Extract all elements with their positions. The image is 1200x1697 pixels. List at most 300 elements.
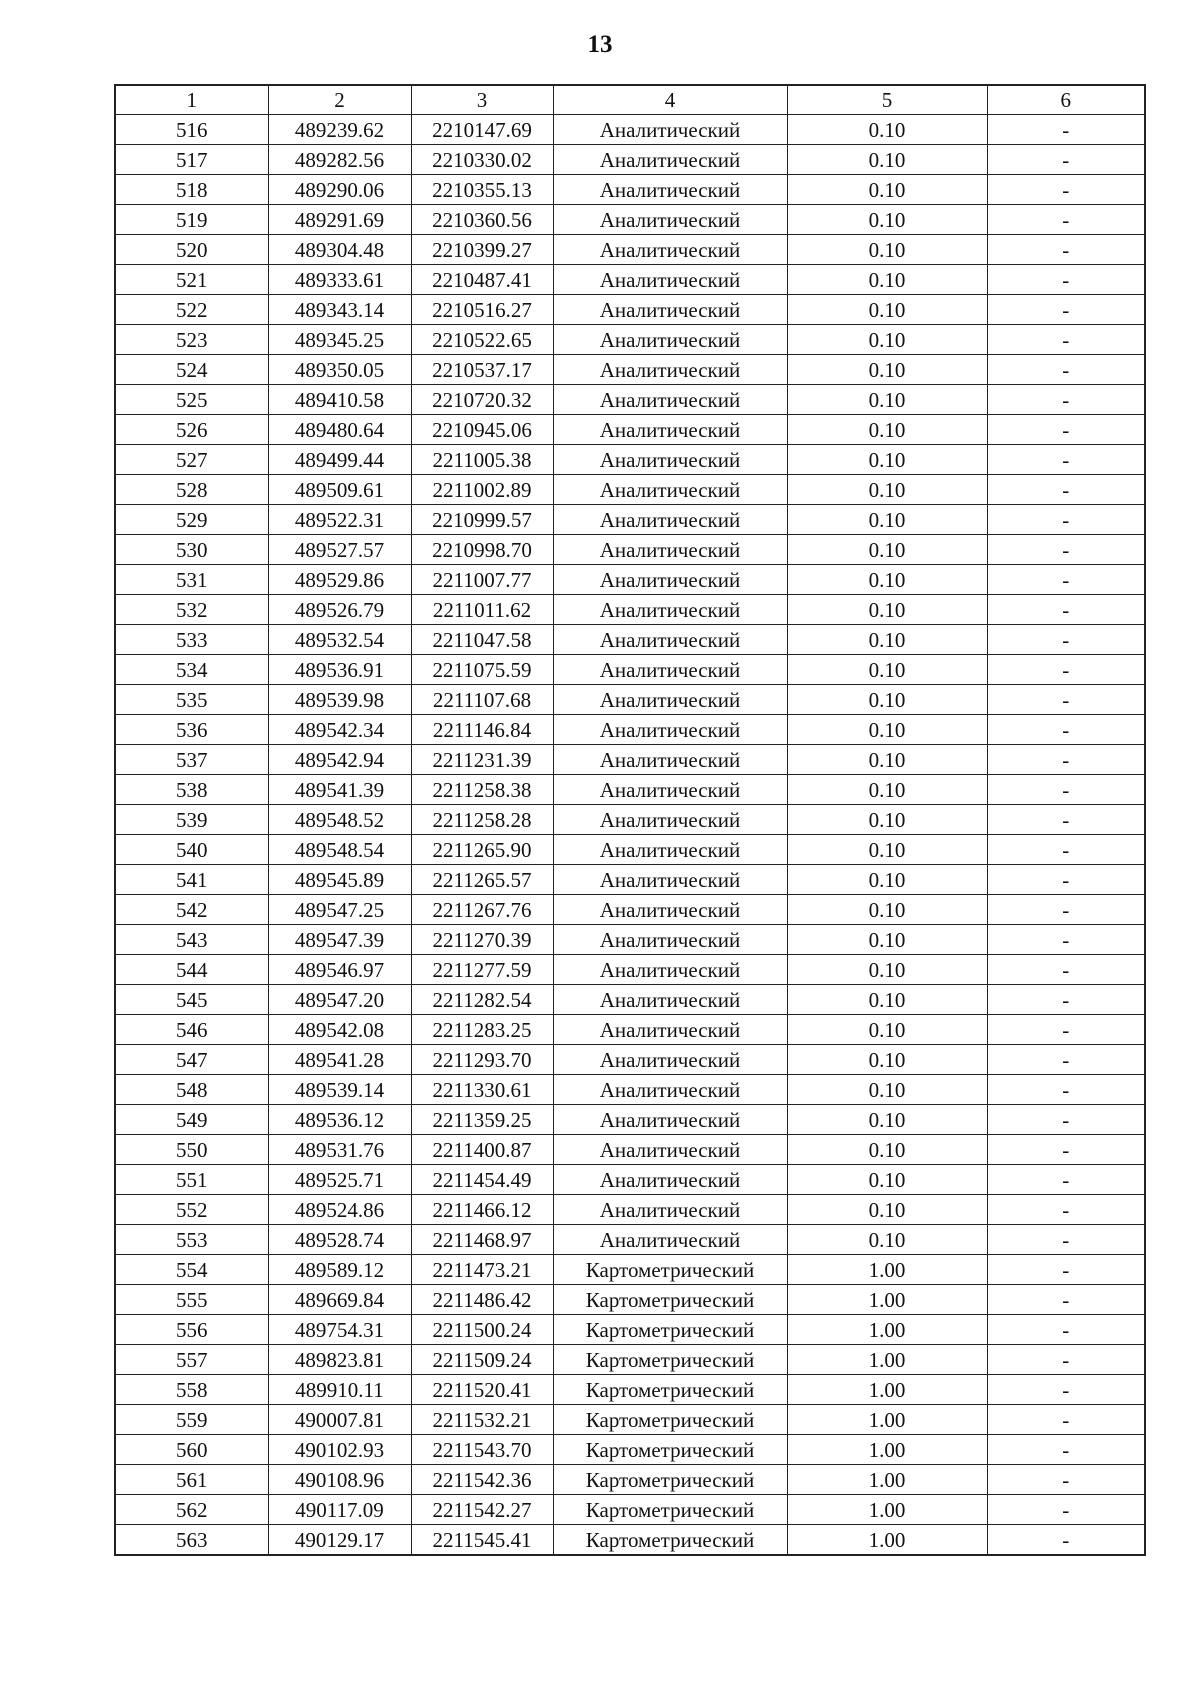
y-coordinate-cell: 2211545.41 xyxy=(411,1525,553,1556)
table-row xyxy=(115,1345,1145,1375)
y-coordinate-cell: 2210999.57 xyxy=(411,505,553,535)
y-coordinate-cell: 2211258.28 xyxy=(411,805,553,835)
method-cell: Аналитический xyxy=(553,565,787,595)
method-cell: Картометрический xyxy=(553,1465,787,1495)
note-cell: - xyxy=(987,955,1145,985)
note-cell: - xyxy=(987,325,1145,355)
note-cell: - xyxy=(987,295,1145,325)
y-coordinate-cell: 2211107.68 xyxy=(411,685,553,715)
table-row xyxy=(115,1045,1145,1075)
table-row xyxy=(115,1075,1145,1105)
accuracy-cell: 0.10 xyxy=(787,175,987,205)
y-coordinate-cell: 2210522.65 xyxy=(411,325,553,355)
method-cell: Картометрический xyxy=(553,1375,787,1405)
table-row xyxy=(115,595,1145,625)
coordinates-table xyxy=(114,84,1146,1556)
note-cell: - xyxy=(987,1405,1145,1435)
column-header: 3 xyxy=(411,85,553,115)
x-coordinate-cell: 490007.81 xyxy=(268,1405,411,1435)
table-row xyxy=(115,925,1145,955)
x-coordinate-cell: 489410.58 xyxy=(268,385,411,415)
x-coordinate-cell: 489548.52 xyxy=(268,805,411,835)
table-row xyxy=(115,1135,1145,1165)
y-coordinate-cell: 2211277.59 xyxy=(411,955,553,985)
x-coordinate-cell: 489345.25 xyxy=(268,325,411,355)
note-cell: - xyxy=(987,1525,1145,1556)
point-number-cell: 528 xyxy=(115,475,268,505)
table-row xyxy=(115,295,1145,325)
table-row xyxy=(115,1525,1145,1556)
accuracy-cell: 0.10 xyxy=(787,865,987,895)
y-coordinate-cell: 2211400.87 xyxy=(411,1135,553,1165)
note-cell: - xyxy=(987,1495,1145,1525)
y-coordinate-cell: 2211007.77 xyxy=(411,565,553,595)
accuracy-cell: 0.10 xyxy=(787,505,987,535)
table-row xyxy=(115,805,1145,835)
accuracy-cell: 0.10 xyxy=(787,835,987,865)
note-cell: - xyxy=(987,835,1145,865)
method-cell: Аналитический xyxy=(553,655,787,685)
table-row xyxy=(115,1405,1145,1435)
point-number-cell: 563 xyxy=(115,1525,268,1556)
table-row xyxy=(115,235,1145,265)
x-coordinate-cell: 489823.81 xyxy=(268,1345,411,1375)
accuracy-cell: 0.10 xyxy=(787,475,987,505)
y-coordinate-cell: 2211265.90 xyxy=(411,835,553,865)
accuracy-cell: 0.10 xyxy=(787,1225,987,1255)
table-row xyxy=(115,475,1145,505)
point-number-cell: 548 xyxy=(115,1075,268,1105)
table-row xyxy=(115,535,1145,565)
column-header: 6 xyxy=(987,85,1145,115)
point-number-cell: 521 xyxy=(115,265,268,295)
y-coordinate-cell: 2211146.84 xyxy=(411,715,553,745)
x-coordinate-cell: 489509.61 xyxy=(268,475,411,505)
note-cell: - xyxy=(987,745,1145,775)
table-row xyxy=(115,835,1145,865)
y-coordinate-cell: 2211359.25 xyxy=(411,1105,553,1135)
method-cell: Аналитический xyxy=(553,415,787,445)
y-coordinate-cell: 2211500.24 xyxy=(411,1315,553,1345)
accuracy-cell: 1.00 xyxy=(787,1525,987,1556)
x-coordinate-cell: 489282.56 xyxy=(268,145,411,175)
table-row xyxy=(115,175,1145,205)
accuracy-cell: 1.00 xyxy=(787,1375,987,1405)
point-number-cell: 553 xyxy=(115,1225,268,1255)
point-number-cell: 523 xyxy=(115,325,268,355)
table-row xyxy=(115,115,1145,145)
y-coordinate-cell: 2210487.41 xyxy=(411,265,553,295)
table-row xyxy=(115,745,1145,775)
accuracy-cell: 0.10 xyxy=(787,385,987,415)
point-number-cell: 550 xyxy=(115,1135,268,1165)
table-row xyxy=(115,325,1145,355)
note-cell: - xyxy=(987,865,1145,895)
table-row xyxy=(115,895,1145,925)
y-coordinate-cell: 2210355.13 xyxy=(411,175,553,205)
method-cell: Аналитический xyxy=(553,985,787,1015)
method-cell: Аналитический xyxy=(553,925,787,955)
method-cell: Аналитический xyxy=(553,1195,787,1225)
table-row xyxy=(115,445,1145,475)
note-cell: - xyxy=(987,385,1145,415)
y-coordinate-cell: 2211231.39 xyxy=(411,745,553,775)
x-coordinate-cell: 489541.28 xyxy=(268,1045,411,1075)
column-header: 1 xyxy=(115,85,268,115)
accuracy-cell: 0.10 xyxy=(787,1165,987,1195)
table-row xyxy=(115,565,1145,595)
y-coordinate-cell: 2211330.61 xyxy=(411,1075,553,1105)
accuracy-cell: 1.00 xyxy=(787,1405,987,1435)
accuracy-cell: 0.10 xyxy=(787,145,987,175)
y-coordinate-cell: 2211283.25 xyxy=(411,1015,553,1045)
accuracy-cell: 0.10 xyxy=(787,355,987,385)
table-row xyxy=(115,505,1145,535)
note-cell: - xyxy=(987,1375,1145,1405)
point-number-cell: 561 xyxy=(115,1465,268,1495)
note-cell: - xyxy=(987,1105,1145,1135)
method-cell: Аналитический xyxy=(553,475,787,505)
x-coordinate-cell: 489239.62 xyxy=(268,115,411,145)
method-cell: Аналитический xyxy=(553,355,787,385)
accuracy-cell: 1.00 xyxy=(787,1255,987,1285)
accuracy-cell: 1.00 xyxy=(787,1495,987,1525)
point-number-cell: 519 xyxy=(115,205,268,235)
note-cell: - xyxy=(987,415,1145,445)
point-number-cell: 524 xyxy=(115,355,268,385)
table-row xyxy=(115,415,1145,445)
accuracy-cell: 0.10 xyxy=(787,235,987,265)
point-number-cell: 537 xyxy=(115,745,268,775)
accuracy-cell: 0.10 xyxy=(787,1045,987,1075)
method-cell: Аналитический xyxy=(553,385,787,415)
method-cell: Аналитический xyxy=(553,835,787,865)
point-number-cell: 516 xyxy=(115,115,268,145)
y-coordinate-cell: 2210147.69 xyxy=(411,115,553,145)
x-coordinate-cell: 489542.08 xyxy=(268,1015,411,1045)
accuracy-cell: 0.10 xyxy=(787,1195,987,1225)
x-coordinate-cell: 489539.98 xyxy=(268,685,411,715)
y-coordinate-cell: 2210516.27 xyxy=(411,295,553,325)
column-header: 4 xyxy=(553,85,787,115)
point-number-cell: 520 xyxy=(115,235,268,265)
accuracy-cell: 0.10 xyxy=(787,685,987,715)
method-cell: Аналитический xyxy=(553,145,787,175)
method-cell: Аналитический xyxy=(553,865,787,895)
y-coordinate-cell: 2211532.21 xyxy=(411,1405,553,1435)
point-number-cell: 532 xyxy=(115,595,268,625)
point-number-cell: 534 xyxy=(115,655,268,685)
note-cell: - xyxy=(987,925,1145,955)
point-number-cell: 549 xyxy=(115,1105,268,1135)
table-row xyxy=(115,715,1145,745)
x-coordinate-cell: 489536.91 xyxy=(268,655,411,685)
note-cell: - xyxy=(987,895,1145,925)
y-coordinate-cell: 2211486.42 xyxy=(411,1285,553,1315)
method-cell: Аналитический xyxy=(553,265,787,295)
x-coordinate-cell: 489343.14 xyxy=(268,295,411,325)
column-header: 5 xyxy=(787,85,987,115)
x-coordinate-cell: 489526.79 xyxy=(268,595,411,625)
method-cell: Аналитический xyxy=(553,445,787,475)
note-cell: - xyxy=(987,1015,1145,1045)
x-coordinate-cell: 489350.05 xyxy=(268,355,411,385)
y-coordinate-cell: 2210998.70 xyxy=(411,535,553,565)
point-number-cell: 517 xyxy=(115,145,268,175)
note-cell: - xyxy=(987,1165,1145,1195)
accuracy-cell: 0.10 xyxy=(787,595,987,625)
x-coordinate-cell: 489547.25 xyxy=(268,895,411,925)
note-cell: - xyxy=(987,715,1145,745)
table-row xyxy=(115,1255,1145,1285)
method-cell: Аналитический xyxy=(553,1105,787,1135)
accuracy-cell: 0.10 xyxy=(787,805,987,835)
accuracy-cell: 0.10 xyxy=(787,1105,987,1135)
method-cell: Аналитический xyxy=(553,115,787,145)
x-coordinate-cell: 489754.31 xyxy=(268,1315,411,1345)
accuracy-cell: 1.00 xyxy=(787,1345,987,1375)
y-coordinate-cell: 2211509.24 xyxy=(411,1345,553,1375)
point-number-cell: 543 xyxy=(115,925,268,955)
table-row xyxy=(115,145,1145,175)
accuracy-cell: 0.10 xyxy=(787,565,987,595)
x-coordinate-cell: 489531.76 xyxy=(268,1135,411,1165)
x-coordinate-cell: 489541.39 xyxy=(268,775,411,805)
method-cell: Аналитический xyxy=(553,535,787,565)
y-coordinate-cell: 2211075.59 xyxy=(411,655,553,685)
note-cell: - xyxy=(987,355,1145,385)
point-number-cell: 536 xyxy=(115,715,268,745)
y-coordinate-cell: 2211542.27 xyxy=(411,1495,553,1525)
y-coordinate-cell: 2211258.38 xyxy=(411,775,553,805)
point-number-cell: 552 xyxy=(115,1195,268,1225)
note-cell: - xyxy=(987,265,1145,295)
table-row xyxy=(115,985,1145,1015)
table-row xyxy=(115,1195,1145,1225)
accuracy-cell: 0.10 xyxy=(787,1075,987,1105)
accuracy-cell: 0.10 xyxy=(787,325,987,355)
point-number-cell: 527 xyxy=(115,445,268,475)
note-cell: - xyxy=(987,445,1145,475)
accuracy-cell: 0.10 xyxy=(787,985,987,1015)
accuracy-cell: 0.10 xyxy=(787,655,987,685)
accuracy-cell: 0.10 xyxy=(787,115,987,145)
x-coordinate-cell: 489545.89 xyxy=(268,865,411,895)
method-cell: Картометрический xyxy=(553,1285,787,1315)
y-coordinate-cell: 2211267.76 xyxy=(411,895,553,925)
note-cell: - xyxy=(987,235,1145,265)
accuracy-cell: 1.00 xyxy=(787,1435,987,1465)
x-coordinate-cell: 489547.39 xyxy=(268,925,411,955)
point-number-cell: 554 xyxy=(115,1255,268,1285)
point-number-cell: 530 xyxy=(115,535,268,565)
method-cell: Аналитический xyxy=(553,595,787,625)
table-row xyxy=(115,865,1145,895)
method-cell: Аналитический xyxy=(553,1045,787,1075)
note-cell: - xyxy=(987,1045,1145,1075)
note-cell: - xyxy=(987,1315,1145,1345)
method-cell: Аналитический xyxy=(553,685,787,715)
x-coordinate-cell: 489548.54 xyxy=(268,835,411,865)
accuracy-cell: 0.10 xyxy=(787,895,987,925)
method-cell: Картометрический xyxy=(553,1255,787,1285)
point-number-cell: 529 xyxy=(115,505,268,535)
accuracy-cell: 0.10 xyxy=(787,925,987,955)
accuracy-cell: 0.10 xyxy=(787,1135,987,1165)
y-coordinate-cell: 2211293.70 xyxy=(411,1045,553,1075)
note-cell: - xyxy=(987,1075,1145,1105)
method-cell: Аналитический xyxy=(553,895,787,925)
method-cell: Аналитический xyxy=(553,1165,787,1195)
y-coordinate-cell: 2210537.17 xyxy=(411,355,553,385)
method-cell: Картометрический xyxy=(553,1345,787,1375)
accuracy-cell: 0.10 xyxy=(787,295,987,325)
point-number-cell: 544 xyxy=(115,955,268,985)
point-number-cell: 533 xyxy=(115,625,268,655)
table-row xyxy=(115,1465,1145,1495)
table-row xyxy=(115,625,1145,655)
y-coordinate-cell: 2211468.97 xyxy=(411,1225,553,1255)
point-number-cell: 547 xyxy=(115,1045,268,1075)
y-coordinate-cell: 2210330.02 xyxy=(411,145,553,175)
point-number-cell: 541 xyxy=(115,865,268,895)
x-coordinate-cell: 489910.11 xyxy=(268,1375,411,1405)
x-coordinate-cell: 490108.96 xyxy=(268,1465,411,1495)
method-cell: Картометрический xyxy=(553,1525,787,1556)
point-number-cell: 538 xyxy=(115,775,268,805)
point-number-cell: 556 xyxy=(115,1315,268,1345)
point-number-cell: 539 xyxy=(115,805,268,835)
point-number-cell: 555 xyxy=(115,1285,268,1315)
table-row xyxy=(115,1165,1145,1195)
note-cell: - xyxy=(987,565,1145,595)
note-cell: - xyxy=(987,1465,1145,1495)
accuracy-cell: 0.10 xyxy=(787,535,987,565)
x-coordinate-cell: 490102.93 xyxy=(268,1435,411,1465)
table-row xyxy=(115,1375,1145,1405)
note-cell: - xyxy=(987,775,1145,805)
method-cell: Аналитический xyxy=(553,505,787,535)
table-row xyxy=(115,1435,1145,1465)
note-cell: - xyxy=(987,205,1145,235)
method-cell: Аналитический xyxy=(553,625,787,655)
note-cell: - xyxy=(987,805,1145,835)
y-coordinate-cell: 2211282.54 xyxy=(411,985,553,1015)
note-cell: - xyxy=(987,1435,1145,1465)
x-coordinate-cell: 489669.84 xyxy=(268,1285,411,1315)
header-row xyxy=(115,85,1145,115)
point-number-cell: 545 xyxy=(115,985,268,1015)
table-row xyxy=(115,1105,1145,1135)
accuracy-cell: 0.10 xyxy=(787,265,987,295)
x-coordinate-cell: 489522.31 xyxy=(268,505,411,535)
note-cell: - xyxy=(987,535,1145,565)
accuracy-cell: 0.10 xyxy=(787,415,987,445)
method-cell: Аналитический xyxy=(553,1135,787,1165)
point-number-cell: 535 xyxy=(115,685,268,715)
x-coordinate-cell: 489546.97 xyxy=(268,955,411,985)
x-coordinate-cell: 489525.71 xyxy=(268,1165,411,1195)
note-cell: - xyxy=(987,1255,1145,1285)
y-coordinate-cell: 2211047.58 xyxy=(411,625,553,655)
table-row xyxy=(115,955,1145,985)
x-coordinate-cell: 489547.20 xyxy=(268,985,411,1015)
x-coordinate-cell: 489333.61 xyxy=(268,265,411,295)
method-cell: Аналитический xyxy=(553,805,787,835)
y-coordinate-cell: 2211270.39 xyxy=(411,925,553,955)
accuracy-cell: 0.10 xyxy=(787,1015,987,1045)
x-coordinate-cell: 489527.57 xyxy=(268,535,411,565)
note-cell: - xyxy=(987,1135,1145,1165)
table-body xyxy=(115,115,1145,1556)
x-coordinate-cell: 489499.44 xyxy=(268,445,411,475)
note-cell: - xyxy=(987,475,1145,505)
note-cell: - xyxy=(987,505,1145,535)
note-cell: - xyxy=(987,145,1145,175)
y-coordinate-cell: 2211473.21 xyxy=(411,1255,553,1285)
point-number-cell: 551 xyxy=(115,1165,268,1195)
accuracy-cell: 1.00 xyxy=(787,1315,987,1345)
table-row xyxy=(115,355,1145,385)
note-cell: - xyxy=(987,1285,1145,1315)
method-cell: Аналитический xyxy=(553,175,787,205)
column-header: 2 xyxy=(268,85,411,115)
note-cell: - xyxy=(987,115,1145,145)
method-cell: Аналитический xyxy=(553,955,787,985)
table-row xyxy=(115,385,1145,415)
page-number: 13 xyxy=(587,31,613,58)
note-cell: - xyxy=(987,1195,1145,1225)
x-coordinate-cell: 489542.94 xyxy=(268,745,411,775)
point-number-cell: 542 xyxy=(115,895,268,925)
accuracy-cell: 0.10 xyxy=(787,445,987,475)
point-number-cell: 560 xyxy=(115,1435,268,1465)
y-coordinate-cell: 2210399.27 xyxy=(411,235,553,265)
table-header xyxy=(115,85,1145,115)
table-row xyxy=(115,1315,1145,1345)
y-coordinate-cell: 2211543.70 xyxy=(411,1435,553,1465)
point-number-cell: 562 xyxy=(115,1495,268,1525)
table-row xyxy=(115,1285,1145,1315)
method-cell: Аналитический xyxy=(553,775,787,805)
x-coordinate-cell: 490129.17 xyxy=(268,1525,411,1556)
point-number-cell: 558 xyxy=(115,1375,268,1405)
y-coordinate-cell: 2211005.38 xyxy=(411,445,553,475)
x-coordinate-cell: 489542.34 xyxy=(268,715,411,745)
table-row xyxy=(115,1225,1145,1255)
accuracy-cell: 0.10 xyxy=(787,715,987,745)
table-row xyxy=(115,265,1145,295)
table-row xyxy=(115,1495,1145,1525)
point-number-cell: 546 xyxy=(115,1015,268,1045)
accuracy-cell: 0.10 xyxy=(787,955,987,985)
note-cell: - xyxy=(987,1225,1145,1255)
method-cell: Картометрический xyxy=(553,1315,787,1345)
accuracy-cell: 0.10 xyxy=(787,625,987,655)
point-number-cell: 518 xyxy=(115,175,268,205)
table-row xyxy=(115,205,1145,235)
method-cell: Аналитический xyxy=(553,715,787,745)
note-cell: - xyxy=(987,175,1145,205)
note-cell: - xyxy=(987,685,1145,715)
y-coordinate-cell: 2210945.06 xyxy=(411,415,553,445)
point-number-cell: 540 xyxy=(115,835,268,865)
point-number-cell: 526 xyxy=(115,415,268,445)
x-coordinate-cell: 489589.12 xyxy=(268,1255,411,1285)
method-cell: Аналитический xyxy=(553,325,787,355)
method-cell: Аналитический xyxy=(553,235,787,265)
point-number-cell: 525 xyxy=(115,385,268,415)
